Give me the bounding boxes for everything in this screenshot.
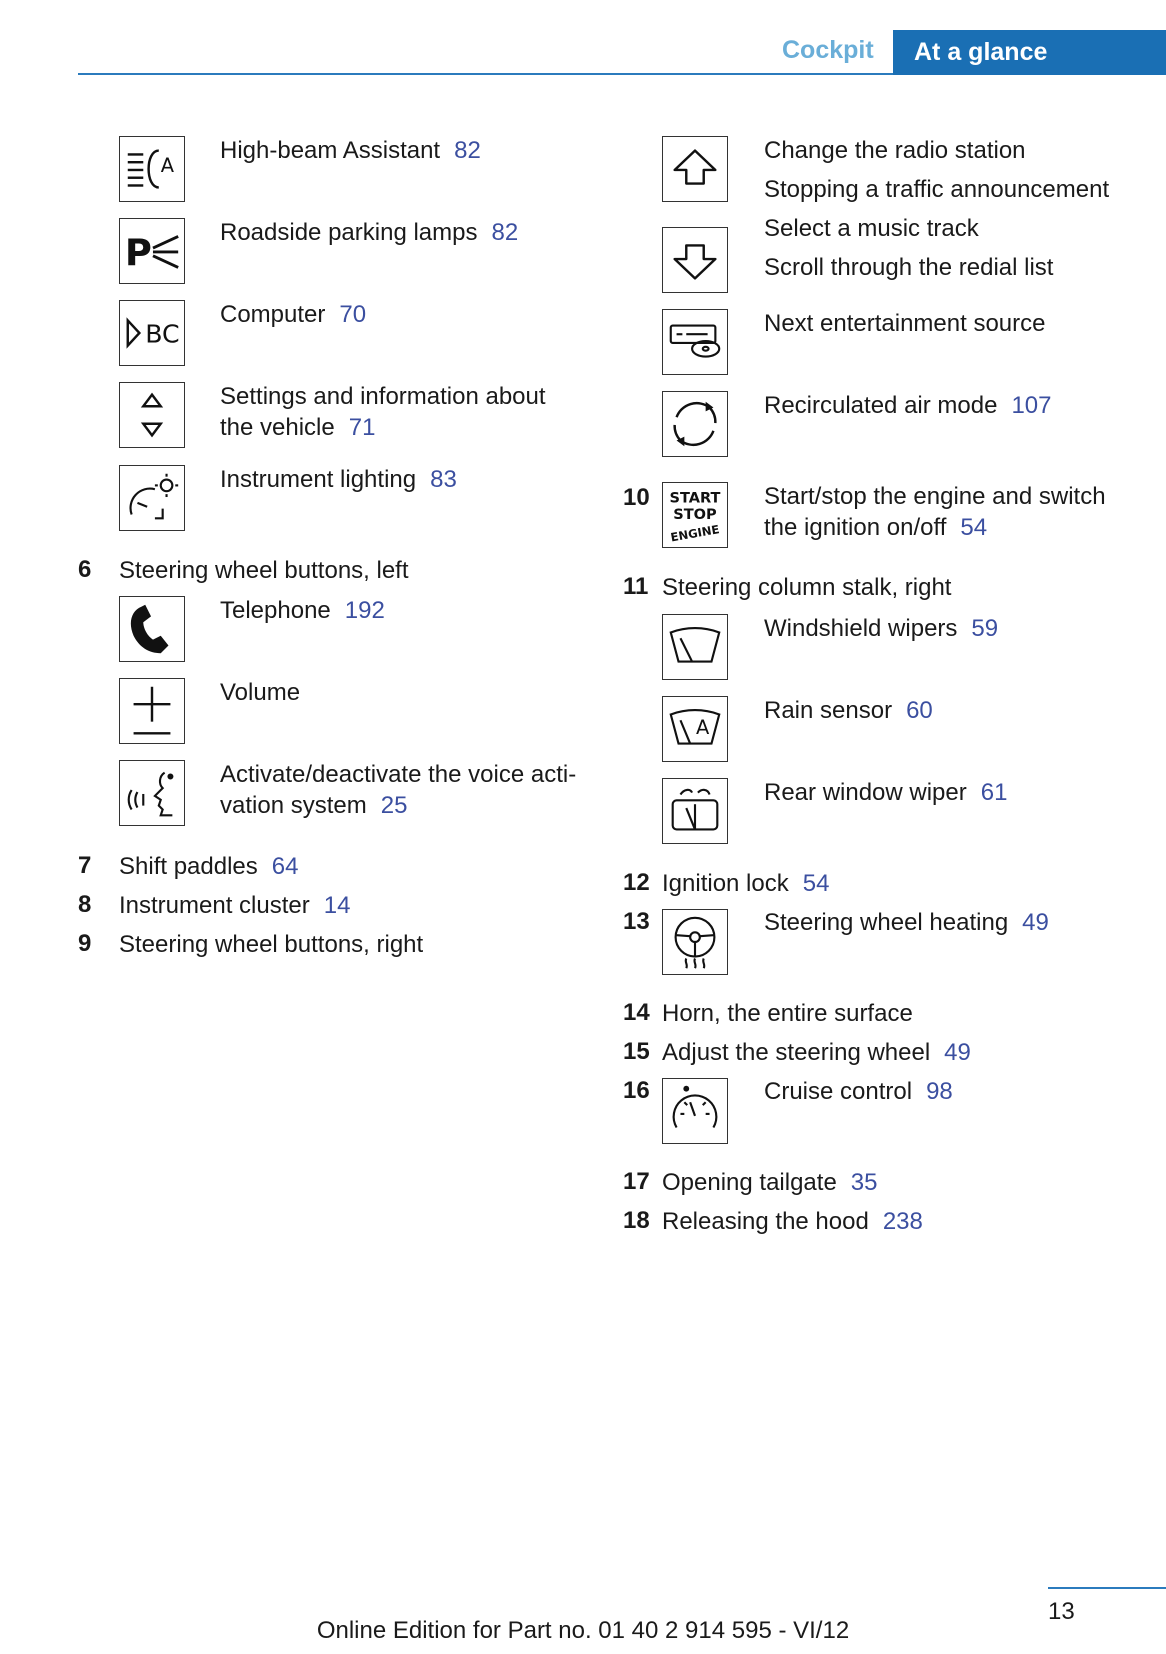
page-link[interactable]: 107 [1011,392,1052,419]
rain-sensor-icon [662,696,728,762]
page-link[interactable]: 49 [944,1039,971,1066]
chapter-tab-label: At a glance [914,38,1048,66]
next-source-entry: Next entertainment source [764,310,1046,337]
windshield-wiper-icon [662,614,728,680]
svg-text:A: A [695,715,710,739]
computer-entry: Computer 70 [220,301,367,328]
page-number: 13 [1048,1598,1075,1625]
page-link[interactable]: 61 [980,779,1008,806]
steering-buttons-left-label: Steering wheel buttons, left [119,557,409,584]
steering-wheel-heating-icon [662,909,728,975]
telephone-icon [119,596,185,662]
page-link[interactable]: 82 [454,137,481,164]
page-link[interactable]: 60 [906,697,933,724]
item-number: 9 [78,930,92,957]
telephone-entry: Telephone 192 [220,597,385,624]
page-link[interactable]: 71 [348,414,376,441]
voice-activation-entry: Activate/deactivate the voice acti- vation system 25 [220,761,577,819]
cruise-control-icon [662,1078,728,1144]
shift-paddles-entry: Shift paddles 64 [119,853,299,880]
item-number: 12 [623,869,650,896]
tailgate-entry: Opening tailgate 35 [662,1169,878,1196]
hood-entry: Releasing the hood 238 [662,1208,923,1235]
svg-text:BC: BC [145,319,180,349]
page-link[interactable]: 49 [1022,909,1049,936]
page-link[interactable]: 64 [271,853,299,880]
page-link[interactable]: 98 [926,1078,953,1105]
item-number: 17 [623,1168,650,1195]
radio-station-line: Change the radio station [764,137,1026,164]
settings-entry: Settings and information about the vehicle 71 [220,383,546,441]
horn-entry: Horn, the entire surface [662,1000,913,1027]
computer-bc-icon [119,300,185,366]
cruise-control-entry: Cruise control 98 [764,1078,953,1105]
page-link[interactable]: 35 [850,1169,878,1196]
recirculated-air-entry: Recirculated air mode 107 [764,392,1052,419]
item-number: 15 [623,1038,650,1065]
item-number: 7 [78,852,92,879]
high-beam-assistant-icon [119,136,185,202]
page-link[interactable]: 14 [323,892,351,919]
arrow-up-icon [662,136,728,202]
start-stop-engine-icon [662,482,728,548]
rain-sensor-entry: Rain sensor 60 [764,697,933,724]
entertainment-source-icon [662,309,728,375]
music-track-line: Select a music track [764,215,979,242]
page-link[interactable]: 70 [339,301,367,328]
item-number: 14 [623,999,650,1026]
volume-entry: Volume [220,679,301,706]
page-link[interactable]: 82 [491,219,519,246]
windshield-wipers-entry: Windshield wipers 59 [764,615,999,642]
parking-lamps-icon [119,218,185,284]
stop-text: STOP [673,506,717,523]
arrow-down-icon [662,227,728,293]
section-title: Cockpit [782,36,874,64]
parking-lamps-entry: Roadside parking lamps 82 [220,219,519,246]
svg-text:P: P [124,231,152,275]
rear-wiper-entry: Rear window wiper 61 [764,779,1008,806]
item-number: 13 [623,908,650,935]
page-link[interactable]: 83 [430,466,457,493]
instrument-lighting-entry: Instrument lighting 83 [220,466,457,493]
recirculated-air-icon [662,391,728,457]
ignition-lock-entry: Ignition lock 54 [662,870,830,897]
instrument-lighting-icon [119,465,185,531]
engine-text: ENGINE [669,522,721,545]
page-link[interactable]: 54 [802,870,830,897]
traffic-announcement-line: Stopping a traffic announcement [764,176,1110,203]
svg-text:A: A [160,153,174,177]
edition-footer: Online Edition for Part no. 01 40 2 914 595 - VI/12 [316,1617,850,1644]
item-number: 11 [623,573,649,600]
instrument-cluster-entry: Instrument cluster 14 [119,892,351,919]
steering-buttons-right-label: Steering wheel buttons, right [119,931,424,958]
item-number: 16 [623,1077,650,1104]
chapter-tab [893,30,1166,75]
steering-heating-entry: Steering wheel heating 49 [764,909,1049,936]
item-number: 10 [623,484,650,511]
item-number: 8 [78,891,92,918]
page-link[interactable]: 25 [380,792,408,819]
rear-wiper-icon [662,778,728,844]
item-number: 18 [623,1207,650,1234]
start-stop-entry: Start/stop the engine and switch the ignition on/off 54 [764,483,1106,541]
page-link[interactable]: 238 [882,1208,923,1235]
page-link[interactable]: 192 [344,597,385,624]
volume-icon [119,678,185,744]
page-link[interactable]: 59 [971,615,999,642]
settings-arrows-icon [119,382,185,448]
high-beam-assistant-entry: High-beam Assistant 82 [220,137,481,164]
start-text: START [669,490,721,507]
redial-list-line: Scroll through the redial list [764,254,1054,281]
page-number-rule [1048,1587,1166,1589]
steering-stalk-right-label: Steering column stalk, right [662,574,952,601]
item-number: 6 [78,556,92,583]
adjust-steering-entry: Adjust the steering wheel 49 [662,1039,971,1066]
voice-activation-icon [119,760,185,826]
page-link[interactable]: 54 [960,514,988,541]
